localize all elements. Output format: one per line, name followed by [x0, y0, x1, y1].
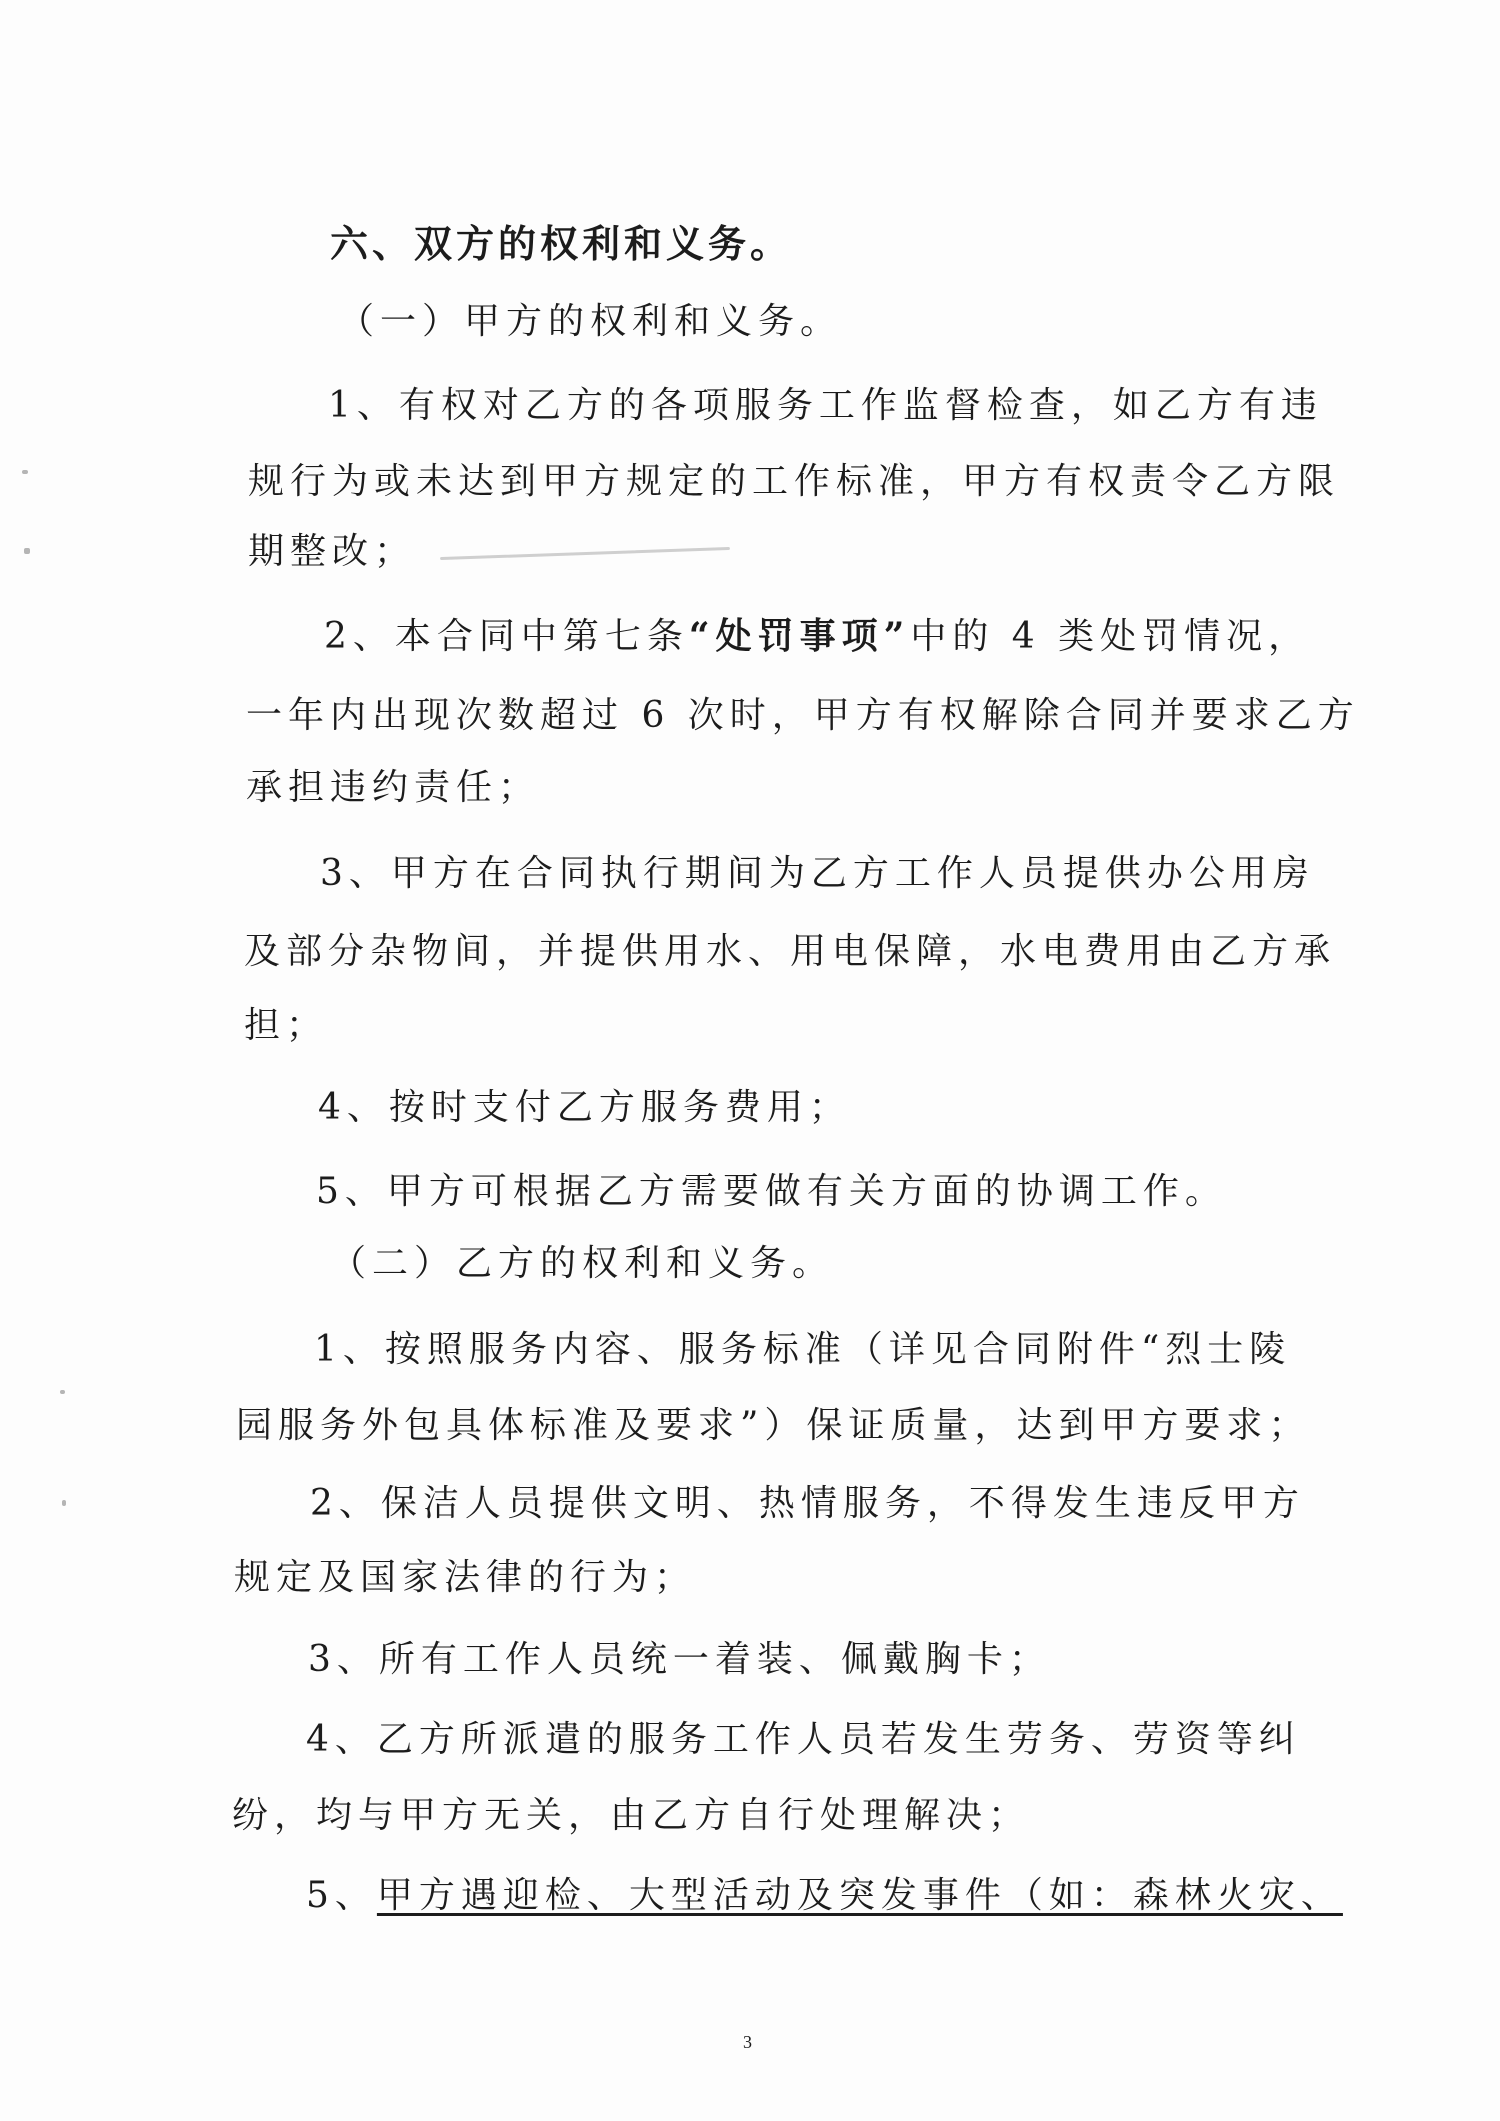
party-a-item-1-line-1: 1、有权对乙方的各项服务工作监督检查，如乙方有违: [328, 385, 1323, 426]
page-number: 3: [743, 2032, 752, 2052]
scan-mark: [24, 548, 30, 554]
party-b-item-1-line-2: 园服务外包具体标准及要求”）保证质量，达到甲方要求；: [236, 1405, 1311, 1446]
party-a-item-3-line-1: 3、甲方在合同执行期间为乙方工作人员提供办公用房: [320, 853, 1315, 894]
party-b-item-3: 3、所有工作人员统一着装、佩戴胸卡；: [308, 1639, 1051, 1680]
party-b-item-5-number: 5、: [306, 1875, 377, 1916]
party-b-item-5-underlined-text: 甲方遇迎检、大型活动及突发事件（如：森林火灾、: [376, 1875, 1343, 1916]
party-a-item-3-line-3: 担；: [244, 1005, 329, 1046]
party-b-item-4-line-2: 纷，均与甲方无关，由乙方自行处理解决；: [232, 1795, 1031, 1836]
section-heading: 六、双方的权利和义务。: [330, 221, 793, 266]
party-a-title: （一）甲方的权利和义务。: [338, 301, 843, 342]
party-a-item-3-line-2: 及部分杂物间，并提供用水、用电保障，水电费用由乙方承: [244, 931, 1337, 972]
party-a-item-1-line-3: 期整改；: [248, 531, 417, 572]
party-a-item-2-line-1: [324, 614, 1310, 659]
party-b-item-2-line-2: 规定及国家法律的行为；: [234, 1557, 697, 1598]
party-b-item-2-line-1: 2、保洁人员提供文明、热情服务，不得发生违反甲方: [310, 1483, 1305, 1524]
party-a-item-2-line-2: 一年内出现次数超过 6 次时，甲方有权解除合同并要求乙方: [246, 695, 1360, 736]
party-a-item-5: 5、甲方可根据乙方需要做有关方面的协调工作。: [316, 1171, 1227, 1212]
party-a-item-1-line-2: 规行为或未达到甲方规定的工作标准，甲方有权责令乙方限: [248, 461, 1341, 502]
party-b-item-1-line-1: 1、按照服务内容、服务标准（详见合同附件“烈士陵: [314, 1329, 1292, 1370]
party-a-item-2-suffix: 中的 4 类处罚情况，: [910, 616, 1311, 657]
scan-smudge: [440, 547, 730, 560]
party-b-item-4-line-1: 4、乙方所派遣的服务工作人员若发生劳务、劳资等纠: [306, 1719, 1301, 1760]
penalty-matters-emphasis: “处罚事项”: [688, 615, 911, 657]
party-b-item-5-line-1: [306, 1874, 1343, 1918]
scan-mark: [60, 1390, 65, 1394]
party-a-item-2-line-3: 承担违约责任；: [246, 767, 541, 808]
scan-mark: [22, 470, 28, 474]
party-a-item-2-prefix: 2、本合同中第七条: [324, 616, 689, 657]
party-b-title: （二）乙方的权利和义务。: [330, 1243, 835, 1284]
scan-mark: [62, 1500, 66, 1506]
party-a-item-4: 4、按时支付乙方服务费用；: [318, 1087, 851, 1128]
